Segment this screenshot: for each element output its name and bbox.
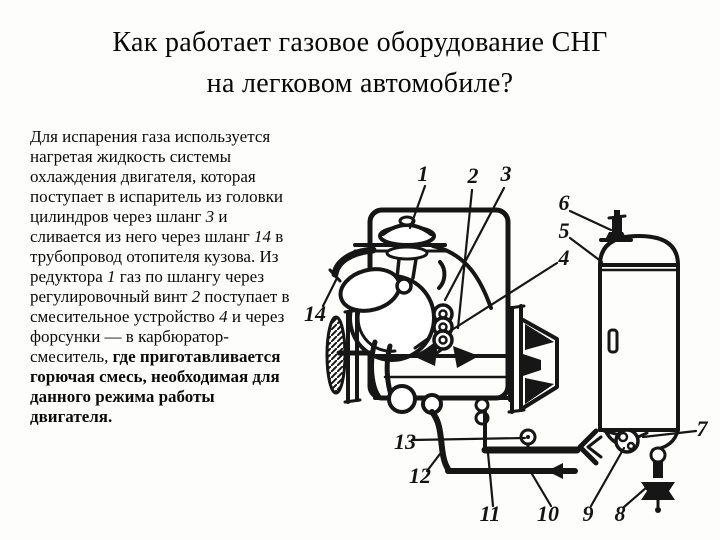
callout-8: 8 [614,501,626,526]
slide-title-line-1: Как работает газовое оборудование СНГ [112,27,608,58]
callout-1: 1 [417,161,429,186]
bell-housing [509,306,557,412]
tank-drain-valve [641,448,675,513]
tank-level-window [609,330,617,352]
lpg-tank [600,236,678,450]
callout-4: 4 [558,245,570,270]
body-segment: 4 [219,307,228,326]
body-segment: 14 [254,227,272,246]
callout-2: 2 [467,163,479,188]
body-segment: где приготавливается горючая смесь, необходимая для данного режима работы двигателя. [30,347,281,426]
diagram-figure [295,150,720,540]
callout-14: 14 [304,301,326,326]
engine-block [336,263,510,400]
flow-arrow [547,463,563,479]
callout-3: 3 [500,161,512,186]
body-segment: в трубопровод отопителя кузова. Из редуктора [30,227,284,286]
tank-multivalve [604,430,647,452]
body-segment: 1 [107,267,116,286]
body-segment: 2 [191,287,201,306]
callout-5: 5 [558,218,570,243]
body-segment: поступает в смесительное устройство [30,287,290,326]
body-segment: газ по шлангу через регулировочный винт [30,267,265,306]
callout-7: 7 [696,416,708,441]
body-segment: и сливается из него через шланг [30,207,255,246]
body-segment: Для испарения газа используется нагретая жидкость системы охлаждения двигателя, которая поступает в испаритель из головки цилиндров через шланг [30,127,284,226]
callout-9: 9 [582,501,594,526]
callout-12: 12 [409,463,431,488]
slide-title [0,22,720,104]
callout-13: 13 [394,429,416,454]
body-text [30,127,294,427]
body-segment: 3 [205,207,215,226]
callout-11: 11 [479,501,501,526]
slide-title-line-2: на легковом автомобиле? [206,68,514,99]
callout-6: 6 [558,190,570,215]
body-segment: и через форсунки — в карбюратор-смеситель, [30,307,285,366]
callout-10: 10 [537,501,559,526]
gas-pipe-lower [432,412,575,479]
